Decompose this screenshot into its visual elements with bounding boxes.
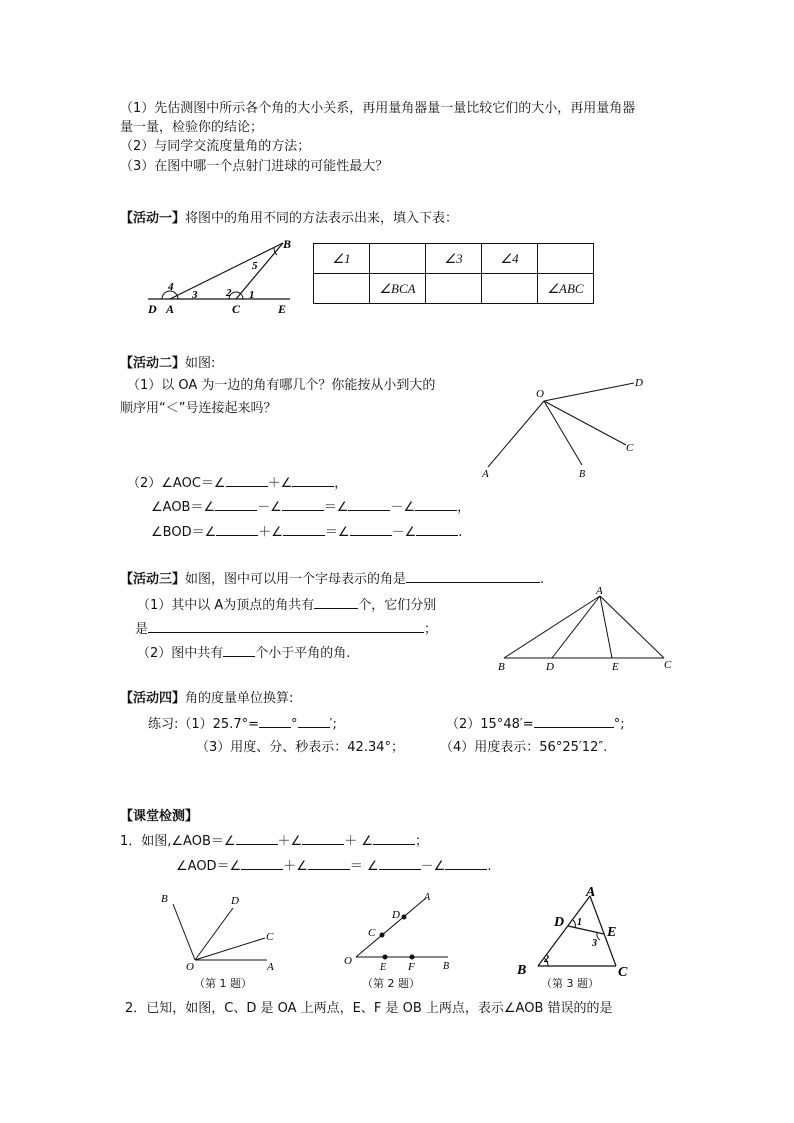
activity3-title: 【活动三】: [120, 572, 186, 587]
c1-label-b: B: [161, 893, 168, 905]
c2-label-e: E: [380, 962, 387, 973]
activity1-title: 【活动一】: [120, 211, 186, 226]
answer-blank[interactable]: [314, 595, 358, 609]
activity1-text: 将图中的角用不同的方法表示出来，填入下表：: [185, 211, 459, 226]
answer-blank[interactable]: [302, 831, 344, 845]
c3-label-a: A: [586, 885, 596, 900]
c2-label-o: O: [344, 955, 352, 967]
answer-blank[interactable]: [373, 831, 415, 845]
activity3-heading: [120, 569, 544, 589]
fig1-label-d: D: [148, 302, 157, 316]
intro-q1-line1: （1）先估测图中所示各个角的大小关系，再用量角器量一量比较它们的大小，再用量角器: [120, 101, 636, 116]
table-cell[interactable]: [482, 274, 538, 304]
check-fig1-caption: （第 1 题）: [194, 977, 252, 990]
activity4-title: 【活动四】: [120, 691, 186, 706]
activity1-figure: [140, 237, 300, 317]
activity3-q2: [137, 643, 350, 663]
p2-text: （2）15°48′=: [446, 717, 534, 732]
activity2-title: 【活动二】: [120, 356, 186, 371]
aob-equation: [151, 497, 470, 517]
fig1-label-2: 2: [226, 287, 232, 299]
comma: ，: [334, 476, 348, 491]
c3-label-1: 1: [577, 917, 582, 928]
equals-sign: ＝∠: [323, 500, 349, 515]
answer-blank[interactable]: [292, 473, 334, 487]
table-cell[interactable]: [426, 274, 482, 304]
c3-label-d: D: [554, 915, 565, 930]
intro-q3: （3）在图中哪一个点射门进球的可能性最大？: [120, 159, 389, 174]
fig2-label-d: D: [635, 377, 643, 389]
activity4-heading: [120, 690, 293, 708]
answer-blank[interactable]: [534, 714, 614, 728]
activity3-q1-a: （1）其中以 A为顶点的角共有: [137, 598, 315, 613]
answer-blank[interactable]: [148, 619, 424, 633]
activity2-q1-line1: （1）以 OA 为一边的角有哪几个？你能按从小到大的: [127, 378, 436, 393]
table-cell[interactable]: [314, 274, 370, 304]
plus-sign: ＋ ∠: [344, 834, 373, 849]
c3-label-e: E: [607, 925, 617, 940]
answer-blank[interactable]: [416, 522, 458, 536]
check-q1-b: ∠AOD＝∠: [176, 859, 242, 874]
fig2-label-b: B: [579, 469, 586, 480]
check-fig2: [340, 888, 470, 978]
fig2-label-o: O: [536, 388, 544, 400]
activity4-p3: （3）用度、分、秒表示：42.34°；: [196, 740, 404, 755]
minute-sign: ′;: [329, 717, 337, 732]
activity1-heading: [120, 210, 458, 228]
period: .: [487, 859, 492, 874]
intro-q2: （2）与同学交流度量角的方法；: [120, 139, 311, 154]
answer-blank[interactable]: [298, 714, 330, 728]
degree-sign: °: [291, 717, 298, 732]
period: .: [458, 525, 463, 540]
check-q1-line2: [176, 856, 491, 876]
minus-sign: －∠: [257, 500, 282, 515]
check-q1-line1: [120, 831, 428, 851]
table-row: [314, 244, 594, 274]
q2-prefix: （2）: [127, 476, 162, 491]
fig3-label-d: D: [546, 661, 554, 673]
c1-label-c: C: [266, 931, 274, 943]
activity2-text: 如图:: [185, 356, 216, 371]
plus-sign: ＋∠: [258, 525, 283, 540]
table-cell[interactable]: ∠1: [314, 244, 370, 274]
fig2-label-c: C: [626, 442, 634, 454]
check-q1-a: 1．如图,∠AOB＝∠: [120, 834, 236, 849]
answer-blank[interactable]: [350, 522, 392, 536]
check-title: 【课堂检测】: [120, 809, 199, 824]
check-fig3-caption: （第 3 题）: [541, 977, 599, 990]
answer-blank[interactable]: [406, 569, 540, 583]
answer-blank[interactable]: [415, 497, 457, 511]
period: .: [540, 572, 545, 587]
activity3-q1: [137, 595, 436, 615]
minus-sign: －∠: [420, 859, 446, 874]
fig3-label-c: C: [664, 659, 672, 671]
activity3-q1-cont: [135, 619, 437, 639]
activity3-q2-b: 个小于平角的角.: [255, 646, 351, 661]
activity3-figure: [492, 584, 682, 674]
equals-sign: ＝∠: [324, 525, 350, 540]
aoc-equation: [127, 473, 347, 493]
fig3-label-a: A: [596, 585, 603, 597]
check-fig1: [155, 888, 285, 978]
plus-sign: ＋∠: [267, 476, 293, 491]
minus-sign: －∠: [390, 500, 416, 515]
answer-blank[interactable]: [215, 497, 257, 511]
activity2-figure: [478, 373, 658, 483]
p2-end: °;: [613, 717, 625, 732]
activity3-q1-end: ；: [424, 622, 438, 637]
fig3-label-e: E: [612, 661, 619, 673]
answer-blank[interactable]: [236, 831, 278, 845]
c3-label-3: 3: [592, 938, 597, 949]
c3-label-b: B: [517, 963, 527, 978]
practice-label: 练习:: [148, 717, 179, 732]
c2-label-f: F: [408, 961, 415, 973]
activity4-text: 角的度量单位换算:: [185, 691, 294, 706]
answer-blank[interactable]: [282, 497, 324, 511]
answer-blank[interactable]: [216, 522, 258, 536]
table-row: [314, 274, 594, 304]
fig1-label-e: E: [278, 302, 287, 316]
activity4-p1: [148, 714, 337, 734]
table-cell[interactable]: ∠4: [482, 244, 538, 274]
c1-label-d: D: [231, 895, 239, 907]
activity3-q2-a: （2）图中共有: [137, 646, 224, 661]
minus-sign: －∠: [391, 525, 417, 540]
fig1-label-3: 3: [192, 289, 198, 301]
intro-q1-line2: 量一量，检验你的结论；: [120, 120, 264, 135]
table-cell[interactable]: ∠BCA: [370, 274, 426, 304]
c2-label-a: A: [424, 892, 431, 903]
c2-label-b: B: [443, 961, 450, 972]
answer-blank[interactable]: [241, 856, 283, 870]
fig2-label-a: A: [482, 468, 489, 480]
bod-lhs: ∠BOD＝∠: [151, 525, 217, 540]
c2-label-d: D: [392, 909, 400, 921]
answer-blank[interactable]: [226, 473, 268, 487]
angle-table: [313, 243, 594, 304]
fig3-label-b: B: [498, 661, 505, 673]
check-q2: 2．已知，如图，C、D 是 OA 上两点，E、F 是 OB 上两点，表示∠AOB 错误的的是: [125, 1001, 613, 1016]
plus-sign: ＋∠: [277, 834, 303, 849]
table-cell[interactable]: [370, 244, 426, 274]
fig1-label-c: C: [232, 302, 241, 316]
table-cell[interactable]: ∠ABC: [538, 274, 594, 304]
p1-text: （1）25.7°=: [178, 717, 259, 732]
activity2-heading: [120, 355, 215, 373]
equals-sign: ＝ ∠: [349, 859, 379, 874]
table-cell[interactable]: [538, 244, 594, 274]
activity3-text: 如图，图中可以用一个字母表示的角是: [185, 572, 407, 587]
c3-label-2: 2: [544, 954, 549, 965]
answer-blank[interactable]: [308, 856, 350, 870]
activity4-p2: [446, 714, 625, 734]
answer-blank[interactable]: [379, 856, 421, 870]
activity2-q1-line2: 顺序用“＜”号连接起来吗？: [120, 401, 277, 416]
aob-lhs: ∠AOB＝∠: [151, 500, 216, 515]
fig1-label-5: 5: [252, 260, 258, 272]
comma: ，: [457, 500, 471, 515]
answer-blank[interactable]: [445, 856, 487, 870]
answer-blank[interactable]: [348, 497, 390, 511]
activity4-p4: （4）用度表示：56°25′12″.: [440, 740, 608, 755]
table-cell[interactable]: ∠3: [426, 244, 482, 274]
aoc-lhs: ∠AOC＝∠: [161, 476, 226, 491]
check-fig2-caption: （第 2 题）: [362, 977, 420, 990]
c3-label-c: C: [618, 965, 628, 980]
activity3-q1-b: 个，它们分别: [358, 598, 437, 613]
c1-label-o: O: [186, 961, 194, 973]
answer-blank[interactable]: [283, 522, 325, 536]
plus-sign: ＋∠: [283, 859, 308, 874]
fig1-label-a: A: [166, 302, 175, 316]
check-fig3: [512, 884, 642, 984]
bod-equation: [151, 522, 462, 542]
c1-label-a: A: [267, 961, 274, 973]
activity3-q1-c: 是: [135, 622, 149, 637]
c2-label-c: C: [368, 927, 376, 939]
answer-blank[interactable]: [259, 714, 291, 728]
answer-blank[interactable]: [223, 643, 255, 657]
fig1-label-4: 4: [168, 281, 174, 293]
fig1-label-1: 1: [249, 289, 255, 301]
fig1-label-b: B: [283, 237, 292, 251]
end-semicolon: ；: [414, 834, 428, 849]
